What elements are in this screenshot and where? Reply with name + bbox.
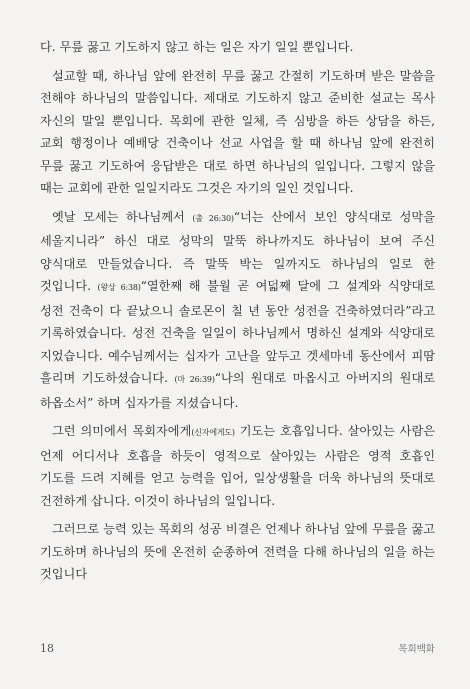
body-paragraph	[40, 36, 435, 59]
page-body	[40, 36, 435, 592]
scripture-reference: (마 26:39)	[174, 375, 215, 384]
paragraph-text: 그러므로 능력 있는 목회의 성공 비결은 언제나 하나님 앞에 무릎을 꿇고 기도하며 하나님의 뜻에 온전히 순종하여 전력을 다해 하나님의 일을 하는 것입니다	[40, 522, 435, 581]
scripture-reference: (출 26:30)	[192, 213, 234, 223]
paragraph-text: 설교할 때, 하나님 앞에 완전히 무릎 꿇고 간절히 기도하며 받은 말씀을 전해야 하나님의 말씀입니다. 제대로 기도하지 않고 준비한 설교는 목사 자신의 말일 뿐입니다. 목회에 관한 일체, 즉 심방을 하든 상담을 하든, 교회 행정이나 예배당 건축이나 선교 사업을 할 때 하나님 앞에 완전히 무릎 꿇고 기도하여 응답받은 대로 하면 하나님의 일입니다. 그렇지 않을 때는 교회에 관한 일일지라도 그것은 자기의 일인 것입니다.	[40, 68, 435, 195]
body-paragraph	[40, 420, 435, 512]
paragraph-text: “나의 원대로 마옵시고 아버지의 원대로 하옵소서” 하며 십자가를 지셨습니다.	[40, 371, 435, 410]
paragraph-text: 다. 무릎 꿇고 기도하지 않고 하는 일은 자기 일일 뿐입니다.	[40, 40, 354, 54]
paragraph-text: 옛날 모세는 하나님께서	[52, 209, 193, 224]
paragraph-text: “너는 산에서 보인 양식대로 성막을 세울지니라” 하신 대로 성막의 말뚝 하나까지도 하나님이 보여 주신 양식대로 만들었습니다. 즉 말뚝 박는 일까지도 하나님의 일로 한 것입니다.	[40, 209, 435, 293]
paragraph-text: 그런 의미에서 목회자에게	[52, 424, 192, 438]
running-title: 목회백화	[398, 644, 435, 655]
page-footer	[40, 641, 435, 655]
page-number: 18	[40, 641, 54, 655]
body-paragraph	[40, 65, 435, 200]
scripture-reference: (왕상 6:38)	[97, 283, 141, 292]
body-paragraph	[40, 206, 435, 415]
paragraph-text: 기도는 호흡입니다. 살아있는 사람은 언제 어디서나 호흡을 하듯이 영적으로 살아있는 사람은 영적 호흡인 기도를 드려 지혜를 얻고 능력을 입어, 일상생활을 더욱 하나님의 뜻대로 건전하게 삽니다. 이것이 하나님의 일입니다.	[40, 424, 435, 508]
scripture-reference: (신자에게도)	[191, 428, 235, 437]
body-paragraph	[40, 518, 435, 586]
paragraph-text: “열한째 해 불월 곧 여덟째 달에 그 설계와 식양대로 성전 건축이 다 끝났으니 솔로몬이 칠 년 동안 성전을 건축하였더라”라고 기록하였습니다. 성전 건축을 일일이 하나님께서 명하신 설계와 식양대로 지었습니다. 예수님께서는 십자가 고난을 앞두고 겟세마네 동산에서 피땀 흘리며 기도하셨습니다.	[40, 279, 436, 385]
